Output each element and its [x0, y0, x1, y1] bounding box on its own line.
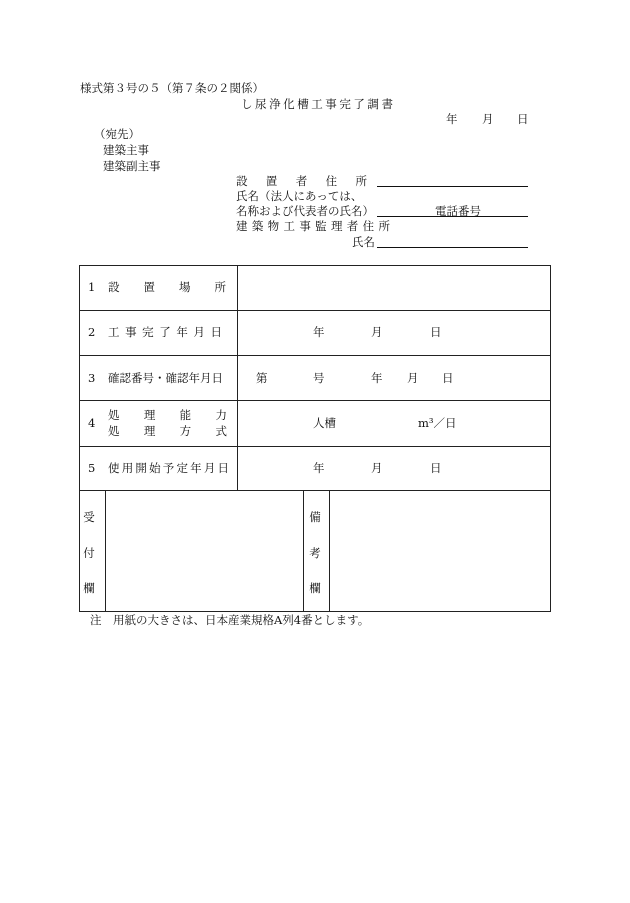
character: 年	[190, 461, 202, 475]
character: 完	[339, 97, 351, 111]
character: 理	[330, 219, 343, 233]
character: 工	[283, 219, 295, 233]
character: 建	[236, 219, 248, 233]
installer-address-label	[236, 175, 367, 187]
table-row-divider	[79, 400, 551, 401]
table-row-divider	[79, 355, 551, 356]
character: 住	[325, 174, 338, 188]
name-label-line2: 名称および代表者の氏名）	[236, 204, 374, 218]
start-year: 年	[313, 461, 325, 475]
character: 槽	[297, 97, 309, 111]
confirmation-no-prefix: 第	[256, 371, 268, 385]
confirmation-month: 月	[407, 371, 419, 385]
character: 確	[108, 371, 120, 385]
character: 工	[311, 97, 323, 111]
character: 月	[193, 325, 205, 339]
row-number-site: 1	[88, 280, 96, 294]
character: 定	[176, 461, 188, 475]
character: ・	[154, 371, 166, 385]
form-number: 様式第３号の５（第７条の２関係）	[80, 81, 264, 95]
supervisor-name-label: 氏名	[352, 235, 375, 249]
character: 方	[179, 424, 192, 438]
completion-month: 月	[371, 325, 383, 339]
reception-column-divider	[105, 490, 106, 612]
confirmation-no-suffix: 号	[313, 371, 325, 385]
addressee-building-official: 建築主事	[103, 143, 149, 157]
character: 月	[200, 371, 212, 385]
capacity-persons-unit: 人槽	[313, 416, 336, 430]
table-row-divider	[79, 490, 551, 491]
character: 月	[203, 461, 216, 475]
table-row-divider	[79, 310, 551, 311]
character: 処	[108, 424, 120, 438]
character: 事	[299, 219, 311, 233]
reception-label	[83, 511, 95, 594]
character: 完	[142, 325, 154, 339]
character: 年	[176, 325, 188, 339]
supervisor-name-line	[377, 247, 528, 248]
row-label-start	[108, 462, 229, 474]
character: 開	[135, 461, 147, 475]
table-row-divider	[79, 446, 551, 447]
supervisor-address-label	[236, 220, 390, 232]
character: 設	[236, 174, 248, 188]
table-column-divider	[237, 265, 238, 490]
remarks-label-divider-left	[303, 490, 304, 612]
character: 年	[188, 371, 200, 385]
character: 欄	[309, 581, 321, 595]
start-month: 月	[371, 461, 383, 475]
character: 監	[315, 219, 327, 233]
character: 化	[283, 97, 295, 111]
character: 使	[108, 461, 120, 475]
character: 処	[108, 408, 120, 422]
character: 力	[215, 408, 227, 422]
row-label-completion	[108, 326, 222, 338]
row-number-capacity: 4	[88, 416, 96, 430]
character: 住	[362, 219, 375, 233]
character: 者	[346, 219, 359, 233]
character: 浄	[269, 97, 281, 111]
row-label-confirmation	[108, 372, 222, 384]
character: 番	[131, 371, 143, 385]
character: 受	[83, 510, 95, 524]
character: 調	[367, 97, 379, 111]
character: 備	[309, 510, 321, 524]
remarks-label-divider-right	[329, 490, 330, 612]
character: 日	[217, 461, 229, 475]
character: 始	[149, 461, 161, 475]
addressee-label: （宛先）	[94, 127, 140, 141]
character: 所	[214, 280, 226, 294]
row-number-start: 5	[88, 461, 96, 475]
character: 理	[143, 408, 156, 422]
row-number-completion: 2	[88, 325, 96, 339]
character: 事	[325, 97, 337, 111]
row-label-capacity	[108, 409, 227, 421]
character: 所	[378, 219, 390, 233]
character: 設	[108, 280, 120, 294]
character: 築	[251, 219, 264, 233]
character: 理	[143, 424, 156, 438]
addressee-deputy-building-official: 建築副主事	[103, 159, 161, 173]
character: 場	[179, 280, 191, 294]
character: 号	[142, 371, 154, 385]
character: 式	[215, 424, 227, 438]
row-number-confirmation: 3	[88, 371, 96, 385]
character: 書	[381, 97, 393, 111]
character: 置	[265, 174, 278, 188]
character: 了	[353, 97, 365, 111]
phone-label: 電話番号	[435, 204, 481, 218]
confirmation-day: 日	[442, 371, 454, 385]
start-day: 日	[430, 461, 442, 475]
character: 置	[143, 280, 155, 294]
character: 所	[355, 174, 367, 188]
character: 能	[179, 408, 192, 422]
date-year: 年	[446, 112, 458, 126]
character: 物	[267, 219, 280, 233]
completion-day: 日	[430, 325, 442, 339]
confirmation-year: 年	[371, 371, 383, 385]
character: 認	[119, 371, 131, 385]
footnote: 注 用紙の大きさは、日本産業規格A列4番とします。	[90, 613, 370, 627]
remarks-label	[309, 511, 321, 594]
date-month: 月	[482, 112, 494, 126]
character: 確	[165, 371, 177, 385]
character: 付	[83, 545, 95, 560]
document-title	[241, 98, 393, 110]
character: 考	[309, 545, 321, 560]
name-phone-line	[377, 216, 528, 217]
character: 予	[162, 461, 175, 475]
character: 日	[210, 325, 222, 339]
character: 事	[125, 325, 137, 339]
completion-year: 年	[313, 325, 325, 339]
character: 日	[211, 371, 223, 385]
installer-address-line	[377, 186, 528, 187]
character: 欄	[83, 581, 95, 595]
capacity-volume-unit: m³／日	[418, 416, 457, 430]
character: 者	[295, 174, 308, 188]
character: 尿	[255, 97, 267, 111]
character: 用	[121, 461, 134, 475]
name-label-line1: 氏名（法人にあっては、	[236, 189, 363, 203]
date-day: 日	[517, 112, 529, 126]
character: 了	[159, 325, 171, 339]
character: し	[241, 97, 253, 111]
row-label-method	[108, 425, 227, 437]
character: 工	[108, 325, 120, 339]
character: 認	[177, 371, 189, 385]
row-label-site	[108, 281, 226, 293]
